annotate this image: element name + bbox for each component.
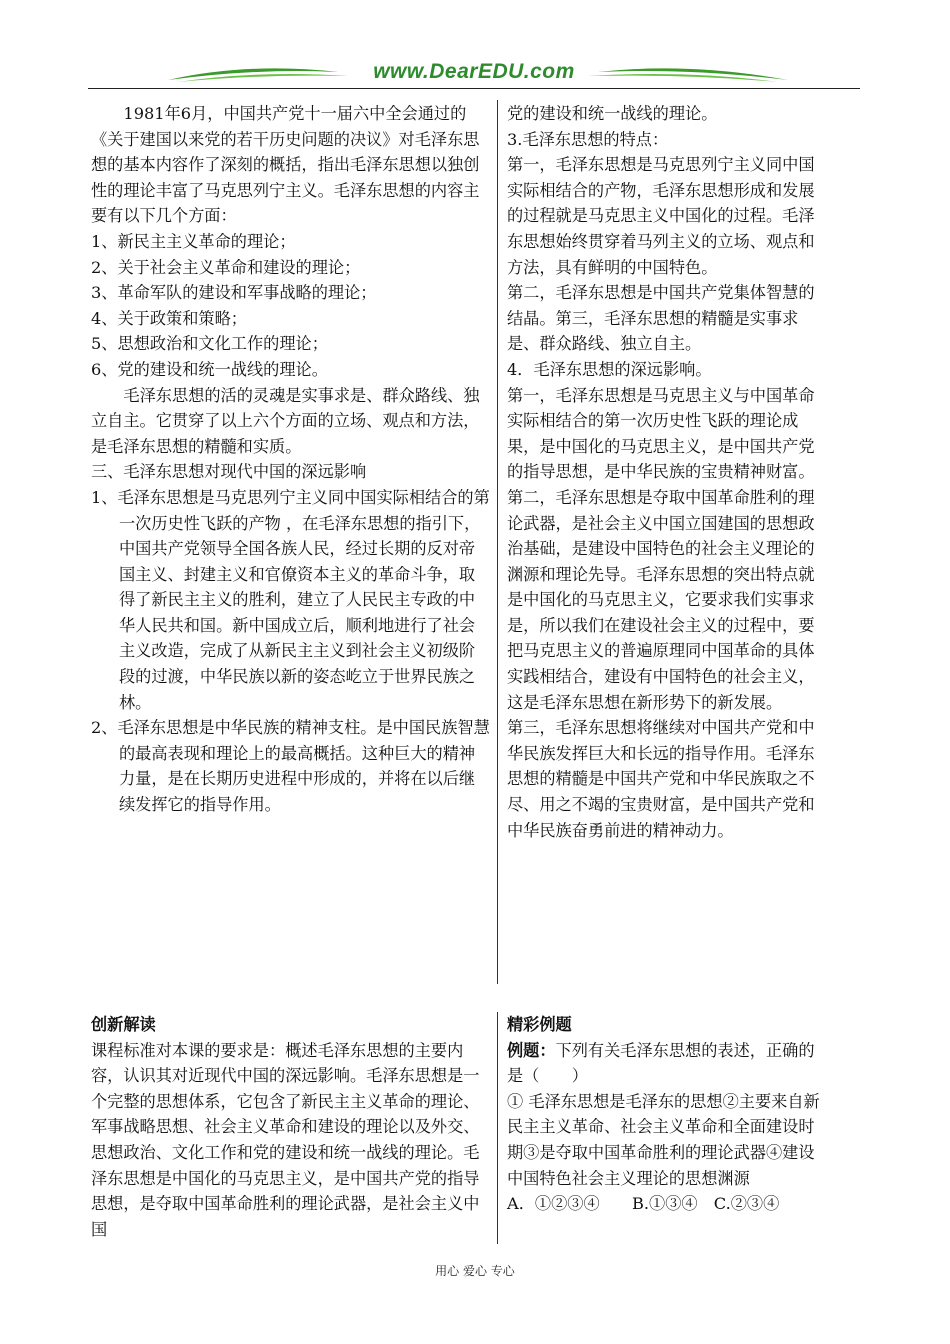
influence-paragraph-3: 第三，毛泽东思想将继续对中国共产党和中华民族发挥巨大和长远的指导作用。毛泽东思想的精髓是中国共产党和中华民族取之不尽、用之不竭的宝贵财富，是中国共产党和中华民族奋勇前进的精神动力。: [507, 718, 815, 840]
list-item: 1、新民主主义革命的理论；: [91, 231, 296, 251]
influence-paragraph-2: 第二，毛泽东思想是夺取中国革命胜利的理论武器，是社会主义中国立国建国的思想政治基础，是建设中国特色的社会主义理论的渊源和理论先导。毛泽东思想的突出特点就是中国化的马克思主义，它要求我们实事求是，所以我们在建设社会主义的过程中，要把马克思主义的普遍原理同中国革命的具体实践相结合，建设有中国特色的社会主义，这是毛泽东思想在新形势下的新发展。: [507, 487, 815, 712]
list-item: 2、关于社会主义革命和建设的理论；: [91, 257, 361, 277]
column-divider-bottom: [497, 1012, 498, 1244]
example-options: A．①②③④ B.①③④ C.②③④: [507, 1194, 780, 1214]
section-heading: 4．毛泽东思想的深远影响。: [507, 359, 712, 379]
continued-line: 党的建设和统一战线的理论。: [507, 104, 718, 123]
question-text: 下列有关毛泽东思想的表述，正确的是（ ）: [507, 1040, 815, 1086]
page-footer: 用心 爱心 专心: [435, 1264, 515, 1278]
innovation-section: [91, 1012, 491, 1242]
example-question: [507, 1038, 830, 1089]
example-section: [507, 1012, 830, 1217]
influence-paragraph-1: 第一，毛泽东思想是马克思主义与中国革命实际相结合的第一次历史性飞跃的理论成果，是中国化的马克思主义，是中国共产党的指导思想，是中华民族的宝贵精神财富。: [507, 385, 815, 482]
list-item: 5、思想政治和文化工作的理论；: [91, 334, 328, 354]
feature-paragraph-2: 第二，毛泽东思想是中国共产党集体智慧的结晶。第三，毛泽东思想的精髓是实事求是、群众路线、独立自主。: [507, 283, 815, 354]
site-header: [88, 58, 860, 90]
site-logo-text: www.DearEDU.com: [373, 60, 575, 83]
soul-paragraph: 毛泽东思想的活的灵魂是实事求是、群众路线、独立自主。它贯穿了以上六个方面的立场、观点和方法，是毛泽东思想的精髓和实质。: [91, 385, 480, 456]
section-heading: 三、毛泽东思想对现代中国的深远影响: [91, 462, 367, 482]
influence-point-2: 2、毛泽东思想是中华民族的精神支柱。是中国民族智慧的最高表现和理论上的最高概括。这种巨大的精神力量，是在长期历史进程中形成的，并将在以后继续发挥它的指导作用。: [91, 718, 490, 815]
example-title: 精彩例题: [507, 1015, 572, 1034]
list-item: 4、关于政策和策略；: [91, 308, 247, 328]
example-label: 例题：: [507, 1040, 556, 1060]
header-divider: [88, 88, 860, 89]
innovation-title: 创新解读: [91, 1015, 156, 1034]
innovation-body: 课程标准对本课的要求是：概述毛泽东思想的主要内容，认识其对近现代中国的深远影响。毛泽东思想是一个完整的思想体系，它包含了新民主主义革命的理论、军事战略思想、社会主义革命和建设的理论以及外交、思想政治、文化工作和党的建设和统一战线的理论。毛泽东思想是中国化的马克思主义，是中国共产党的指导思想，是夺取中国革命胜利的理论武器，是社会主义中国: [91, 1040, 480, 1239]
list-item: 3、革命军队的建设和军事战略的理论；: [91, 283, 377, 303]
left-column: [91, 101, 491, 818]
intro-paragraph: 1981年6月，中国共产党十一届六中全会通过的《关于建国以来党的若干历史问题的决议》对毛泽东思想的基本内容作了深刻的概括，指出毛泽东思想以独创性的理论丰富了马克思列宁主义。毛泽东思想的内容主要有以下几个方面：: [91, 104, 480, 226]
example-statements: ① 毛泽东思想是毛泽东的思想②主要来自新民主主义革命、社会主义革命和全面建设时期③是夺取中国革命胜利的理论武器④建设中国特色社会主义理论的思想渊源: [507, 1091, 820, 1188]
right-column: [507, 101, 830, 843]
influence-point-1: 1、毛泽东思想是马克思列宁主义同中国实际相结合的第一次历史性飞跃的产物 ，在毛泽东思想的指引下，中国共产党领导全国各族人民，经过长期的反对帝国主义、封建主义和官僚资本主义的革命斗争，取得了新民主主义的胜利，建立了人民民主专政的中华人民共和国。新中国成立后，顺利地进行了社会主义改造，完成了从新民主主义到社会主义初级阶段的过渡，中华民族以新的姿态屹立于世界民族之林。: [91, 487, 490, 712]
feature-paragraph-1: 第一，毛泽东思想是马克思列宁主义同中国实际相结合的产物，毛泽东思想形成和发展的过程就是马克思主义中国化的过程。毛泽东思想始终贯穿着马列主义的立场、观点和方法，具有鲜明的中国特色。: [507, 155, 815, 277]
column-divider-top: [497, 100, 498, 984]
section-heading: 3.毛泽东思想的特点：: [507, 129, 669, 149]
list-item: 6、党的建设和统一战线的理论。: [91, 359, 328, 379]
